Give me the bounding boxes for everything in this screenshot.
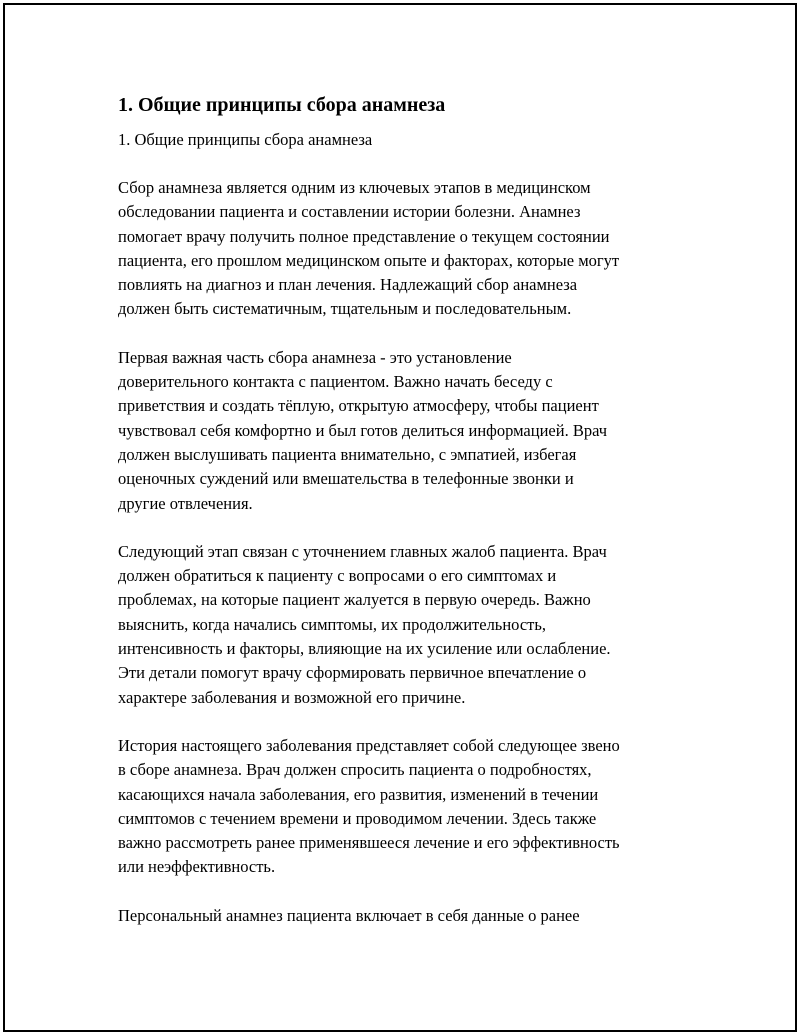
document-heading: 1. Общие принципы сбора анамнеза bbox=[118, 94, 446, 116]
text-line: должен быть систематичным, тщательным и последовательным. bbox=[118, 299, 572, 319]
text-line: проблемах, на которые пациент жалуется в первую очередь. Важно bbox=[118, 590, 591, 610]
text-line: чувствовал себя комфортно и был готов делиться информацией. Врач bbox=[118, 420, 608, 440]
paragraph bbox=[118, 346, 688, 516]
paragraph bbox=[118, 176, 688, 322]
text-line: Эти детали помогут врачу сформировать первичное впечатление о bbox=[118, 663, 587, 683]
text-line: Следующий этап связан с уточнением главных жалоб пациента. Врач bbox=[118, 541, 607, 561]
text-line: должен обратиться к пациенту с вопросами о его симптомах и bbox=[118, 566, 557, 586]
text-line: Первая важная часть сбора анамнеза - это установление bbox=[118, 347, 512, 367]
text-line: должен выслушивать пациента внимательно, с эмпатией, избегая bbox=[118, 444, 577, 464]
text-line: пациента, его прошлом медицинском опыте и факторах, которые могут bbox=[118, 250, 620, 270]
text-line: Сбор анамнеза является одним из ключевых этапов в медицинском bbox=[118, 178, 591, 197]
text-line: выяснить, когда начались симптомы, их продолжительность, bbox=[118, 614, 547, 634]
text-line: интенсивность и факторы, влияющие на их усиление или ослабление. bbox=[118, 639, 611, 659]
text-line: Персональный анамнез пациента включает в себя данные о ранее bbox=[118, 905, 580, 925]
text-line: симптомов с течением времени и проводимом лечении. Здесь также bbox=[118, 808, 597, 828]
paragraph bbox=[118, 540, 688, 710]
text-line: приветствия и создать тёплую, открытую атмосферу, чтобы пациент bbox=[118, 396, 599, 416]
text-line: История настоящего заболевания представляет собой следующее звено bbox=[118, 735, 620, 755]
document-subheading: 1. Общие принципы сбора анамнеза bbox=[118, 130, 373, 149]
paragraph bbox=[118, 904, 688, 928]
text-line: важно рассмотреть ранее применявшееся лечение и его эффективность bbox=[118, 833, 620, 853]
text-line: помогает врачу получить полное представление о текущем состоянии bbox=[118, 226, 610, 246]
text-line: характере заболевания и возможной его причине. bbox=[118, 687, 466, 707]
paragraph bbox=[118, 734, 688, 880]
text-line: обследовании пациента и составлении истории болезни. Анамнез bbox=[118, 202, 581, 222]
document-body bbox=[118, 92, 688, 952]
text-line: касающихся начала заболевания, его развития, изменений в течении bbox=[118, 784, 599, 804]
text-line: другие отвлечения. bbox=[118, 493, 253, 513]
text-line: или неэффективность. bbox=[118, 857, 276, 877]
text-line: повлиять на диагноз и план лечения. Надлежащий сбор анамнеза bbox=[118, 275, 578, 295]
text-line: оценочных суждений или вмешательства в телефонные звонки и bbox=[118, 469, 574, 489]
text-line: в сборе анамнеза. Врач должен спросить пациента о подробностях, bbox=[118, 760, 592, 780]
text-line: доверительного контакта с пациентом. Важно начать беседу с bbox=[118, 372, 553, 392]
